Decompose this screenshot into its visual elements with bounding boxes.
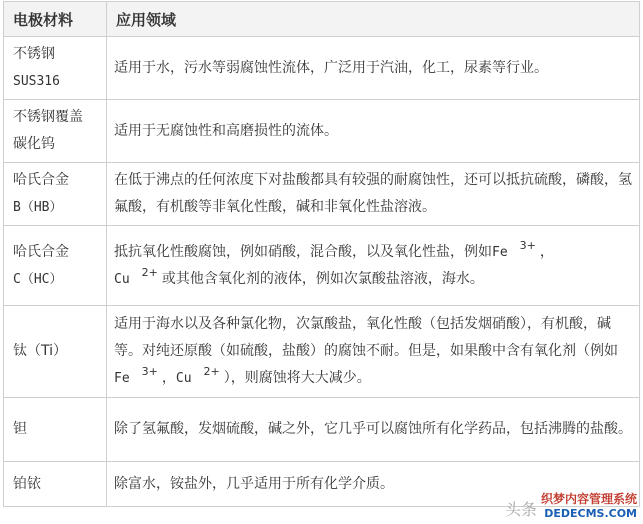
- material-name: 不锈钢覆盖: [13, 109, 83, 125]
- ion-cu-charge: 2+: [203, 365, 220, 378]
- ion-cu: Cu: [175, 371, 192, 386]
- material-name: 不锈钢: [13, 46, 55, 62]
- ion-fe: Fe: [492, 244, 508, 260]
- material-name: 哈氏合金: [13, 243, 69, 260]
- application-text: 或其他含氧化剂的液体，例如次氯酸盐溶液，海水。: [161, 270, 484, 287]
- application-text: 适用于海水以及各种氯化物，次氯酸盐，氧化性酸（包括发烟硝酸），有机酸，碱等。对纯还原酸（如硫酸，盐酸）的腐蚀不耐。但是，如果酸中含有氧化剂（例如: [114, 316, 618, 359]
- material-cell: [4, 100, 107, 163]
- application-cell: [107, 306, 640, 398]
- watermark-logo: [541, 490, 637, 520]
- watermark-author: 头条: [504, 500, 537, 519]
- table-row: [4, 398, 640, 462]
- watermark-site-name: 织梦内容管理系统: [540, 492, 637, 506]
- material-name-cont: 碳化钨: [13, 136, 55, 152]
- material-grade: SUS316: [13, 74, 60, 89]
- header-application: 应用领域: [107, 2, 640, 37]
- ion-cu: Cu: [114, 271, 130, 287]
- application-cell: 在低于沸点的任何浓度下对盐酸都具有较强的耐腐蚀性，还可以抵抗硫酸，磷酸，氢氟酸，有机酸等非氧化性酸，碱和非氧化性盐溶液。: [107, 163, 640, 226]
- ion-fe-charge: 3+: [519, 238, 536, 252]
- watermark-site-url: DEDECMS.COM: [544, 507, 637, 520]
- material-cell: 钽: [4, 398, 107, 462]
- application-cell: 除了氢氟酸，发烟硫酸，碱之外，它几乎可以腐蚀所有化学药品，包括沸腾的盐酸。: [107, 398, 640, 462]
- application-cell: 适用于水，污水等弱腐蚀性流体，广泛用于汽油，化工，尿素等行业。: [107, 37, 640, 100]
- ion-cu-charge: 2+: [141, 265, 158, 279]
- material-cell: 钛（Ti）: [4, 306, 107, 398]
- material-cell: 铂铱: [4, 462, 107, 507]
- table-row: [4, 163, 640, 226]
- application-cell: 适用于无腐蚀性和高磨损性的流体。: [107, 100, 640, 163]
- material-cell: [4, 226, 107, 306]
- table-header-row: [4, 2, 640, 37]
- material-grade: B（HB）: [13, 200, 63, 215]
- ion-fe: Fe: [114, 371, 130, 386]
- ion-fe-charge: 3+: [141, 365, 158, 378]
- table-row: [4, 226, 640, 306]
- material-cell: [4, 163, 107, 226]
- table-row: [4, 306, 640, 398]
- electrode-materials-table: [3, 1, 640, 507]
- table-row: [4, 100, 640, 163]
- watermark: [505, 490, 637, 520]
- header-material: 电极材料: [4, 2, 107, 37]
- material-cell: [4, 37, 107, 100]
- table-row: [4, 37, 640, 100]
- separator: ，: [539, 243, 554, 260]
- material-grade: C（HC）: [13, 271, 63, 287]
- material-name: 哈氏合金: [13, 172, 69, 188]
- application-cell: [107, 226, 640, 306]
- application-cell: 除富水，铵盐外，几乎适用于所有化学介质。: [107, 462, 640, 507]
- separator: ，: [161, 370, 176, 386]
- application-text: 抵抗氧化性酸腐蚀，例如硝酸，混合酸，以及氧化性盐，例如: [114, 243, 492, 260]
- application-text: ），则腐蚀将大大减少。: [223, 370, 371, 386]
